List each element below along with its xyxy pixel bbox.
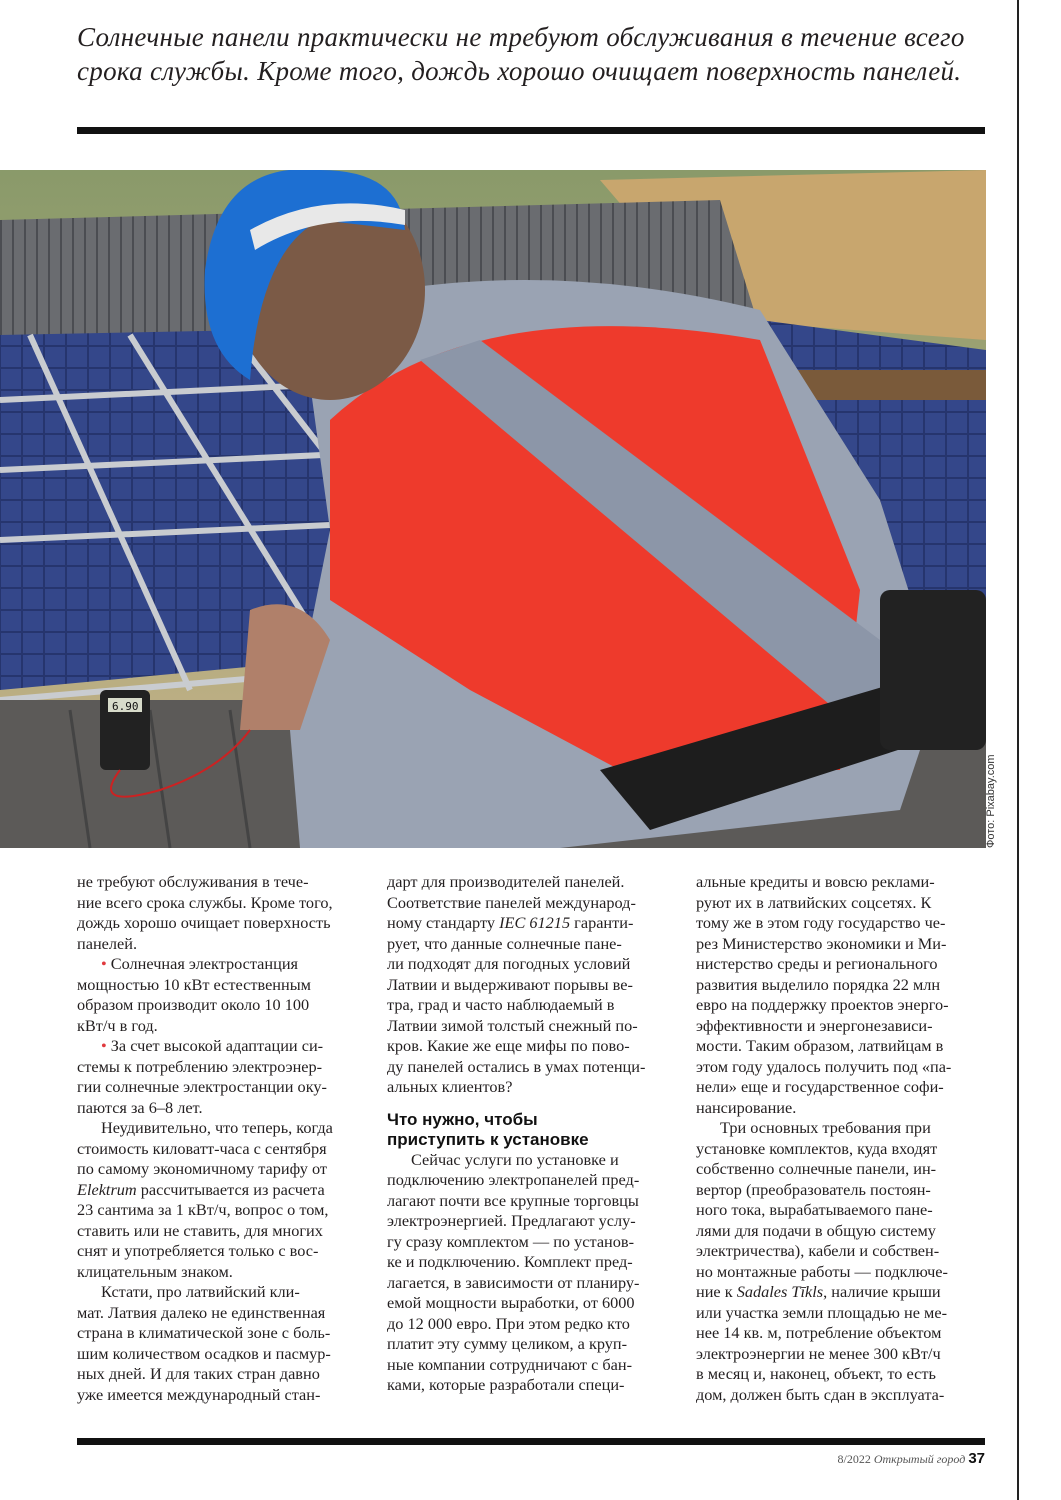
text-line: Латвии и выдерживают порывы ве- <box>387 974 633 994</box>
issue-number: 8/2022 <box>837 1452 871 1466</box>
text-line: ных дней. И для таких стран давно <box>77 1364 320 1383</box>
text-line: альные кредиты и вовсю реклами- <box>696 872 935 891</box>
text-line: страна в климатической зоне с боль- <box>77 1323 331 1342</box>
italic-term: IEC 61215 <box>499 913 571 932</box>
text-line: рез Министерство экономики и Ми- <box>696 933 947 953</box>
text-line: по самому экономичному тарифу от <box>77 1159 328 1178</box>
text-line <box>77 1118 367 1139</box>
italic-term: Elektrum <box>77 1179 137 1199</box>
text-line <box>77 954 367 975</box>
text-line: нистерство среды и регионального <box>696 954 938 973</box>
text-line: лагается, в зависимости от планиру- <box>387 1272 640 1292</box>
text-line: уже имеется международный стан- <box>77 1384 321 1404</box>
text-line: вертор (преобразователь постоян- <box>696 1179 931 1199</box>
text-line: кров. Какие же еще мифы по пово- <box>387 1036 630 1055</box>
multimeter-reading: 6.90 <box>112 700 139 713</box>
text-line: нансирование. <box>696 1097 797 1117</box>
page-edge-line <box>1017 0 1019 1500</box>
pull-quote: Солнечные панели практически не требуют обслуживания в течение всего срока службы. Кроме того, дождь хорошо очищает поверхность панелей. <box>77 22 965 86</box>
text-line: собственно солнечные панели, ин- <box>696 1159 937 1178</box>
text-line: альных клиентов? <box>387 1077 513 1096</box>
text-line: ками, которые разработали специ- <box>387 1375 625 1394</box>
text-line: гу сразу комплектом — по установ- <box>387 1231 635 1251</box>
text-line: снят и употребляется только с вос- <box>77 1241 319 1260</box>
text-line: этом году удалось получить под «па- <box>696 1056 952 1076</box>
text-line <box>696 1282 986 1303</box>
article-column-1 <box>77 872 367 1405</box>
text-segment: За счет высокой адаптации си- <box>106 1036 324 1055</box>
text-line: ли подходят для погодных условий <box>387 954 631 973</box>
text-line: дождь хорошо очищает поверхность <box>77 913 331 932</box>
text-line: ду панелей остались в умах потенци- <box>387 1056 646 1076</box>
text-line: образом производит около 10 100 <box>77 995 310 1014</box>
text-line: стоимость киловатт-часа с сентября <box>77 1138 327 1158</box>
text-line: мат. Латвия далеко не единственная <box>77 1302 326 1322</box>
text-line: кВт/ч в год. <box>77 1015 158 1035</box>
text-line: панелей. <box>77 933 138 953</box>
text-line: развития выделило порядка 22 млн <box>696 974 941 994</box>
text-line: эффективности и энергонезависи- <box>696 1015 933 1035</box>
text-segment: Кстати, про латвийский кли- <box>101 1282 300 1301</box>
text-segment: ному стандарту <box>387 913 500 932</box>
text-line: шим количеством осадков и пасмур- <box>77 1343 331 1363</box>
text-line: но монтажные работы — подключе- <box>696 1261 948 1281</box>
text-line: дом, должен быть сдан в эксплуата- <box>696 1384 945 1404</box>
text-line: Соответствие панелей международ- <box>387 892 636 912</box>
text-line <box>77 1036 367 1057</box>
article-photo <box>0 170 986 848</box>
text-line: тра, град и часто наблюдаемый в <box>387 995 615 1014</box>
text-line <box>387 913 677 934</box>
text-line: нели» еще и государственное софи- <box>696 1077 944 1096</box>
text-line: в месяц и, наконец, объект, то есть <box>696 1364 936 1383</box>
text-line: руют их в латвийских соцсетях. К <box>696 892 932 912</box>
text-segment: Три основных требования при <box>720 1118 931 1137</box>
section-heading: Что нужно, чтобы <box>387 1109 538 1129</box>
article-column-2 <box>387 872 677 1396</box>
bottom-rule <box>77 1438 985 1445</box>
text-line: ставить или не ставить, для многих <box>77 1220 323 1240</box>
text-line: клицательным знаком. <box>77 1261 233 1281</box>
text-line: 23 сантима за 1 кВт/ч, вопрос о том, <box>77 1200 329 1219</box>
text-segment: рассчитывается из расчета <box>136 1179 325 1199</box>
solar-installer-photo <box>0 170 986 848</box>
text-line <box>696 1118 986 1139</box>
text-line: лями для подачи в общую систему <box>696 1220 936 1240</box>
text-segment: Солнечная электростанция <box>106 954 299 973</box>
text-line: электроэнергии не менее 300 кВт/ч <box>696 1343 941 1363</box>
text-line: гии солнечные электростанции оку- <box>77 1077 327 1096</box>
text-line: стемы к потреблению электроэнер- <box>77 1056 323 1076</box>
italic-term: Sadales Tīkls <box>736 1282 824 1301</box>
text-segment: , наличие крыши <box>823 1282 941 1301</box>
article-column-3 <box>696 872 986 1405</box>
text-segment: Неудивительно, что теперь, когда <box>101 1118 333 1137</box>
text-line: тому же в этом году государство че- <box>696 913 946 932</box>
top-rule <box>77 127 985 134</box>
section-heading: приступить к установке <box>387 1129 589 1149</box>
text-line <box>77 1180 367 1201</box>
text-line: ние всего срока службы. Кроме того, <box>77 892 333 912</box>
text-line: лагают почти все крупные торговцы <box>387 1190 639 1210</box>
text-line: ке и подключению. Комплект пред- <box>387 1252 633 1271</box>
text-line: паются за 6–8 лет. <box>77 1097 203 1117</box>
page-footer <box>838 1450 986 1467</box>
text-line: электричества), кабели и собствен- <box>696 1241 940 1260</box>
text-segment: гаранти- <box>570 913 634 932</box>
text-line <box>387 1150 677 1171</box>
text-line: евро на поддержку проектов энерго- <box>696 995 949 1014</box>
text-line: мощностью 10 кВт естественным <box>77 974 311 994</box>
text-line: не требуют обслуживания в тече- <box>77 872 309 891</box>
text-line: ные компании сотрудничают с бан- <box>387 1354 633 1374</box>
text-line <box>77 1282 367 1303</box>
text-line: мости. Таким образом, латвийцам в <box>696 1036 944 1055</box>
bullet-icon: • <box>101 954 107 973</box>
spacer <box>387 1098 677 1110</box>
text-line: рует, что данные солнечные пане- <box>387 933 622 953</box>
bullet-icon: • <box>101 1036 107 1055</box>
text-segment: Сейчас услуги по установке и <box>411 1149 619 1169</box>
text-segment: ние к <box>696 1282 737 1301</box>
text-line: электроэнергией. Предлагают услу- <box>387 1211 636 1230</box>
text-line: установке комплектов, куда входят <box>696 1138 938 1158</box>
text-line: подключению электропанелей пред- <box>387 1170 640 1189</box>
text-line: дарт для производителей панелей. <box>387 872 625 891</box>
text-line: или участка земли площадью не ме- <box>696 1302 947 1322</box>
page-number: 37 <box>968 1450 985 1467</box>
text-line: емой мощности выработки, от 6000 <box>387 1293 635 1312</box>
text-line: ного тока, вырабатываемого пане- <box>696 1200 933 1219</box>
text-line: платит эту сумму целиком, а круп- <box>387 1334 628 1353</box>
text-line: Латвии зимой толстый снежный по- <box>387 1015 638 1035</box>
text-line: нее 14 кв. м, потребление объектом <box>696 1323 942 1342</box>
magazine-name: Открытый город <box>873 1452 966 1466</box>
text-line: до 12 000 евро. При этом редко кто <box>387 1313 630 1333</box>
photo-credit: Фото: Pixabay.com <box>985 754 997 848</box>
